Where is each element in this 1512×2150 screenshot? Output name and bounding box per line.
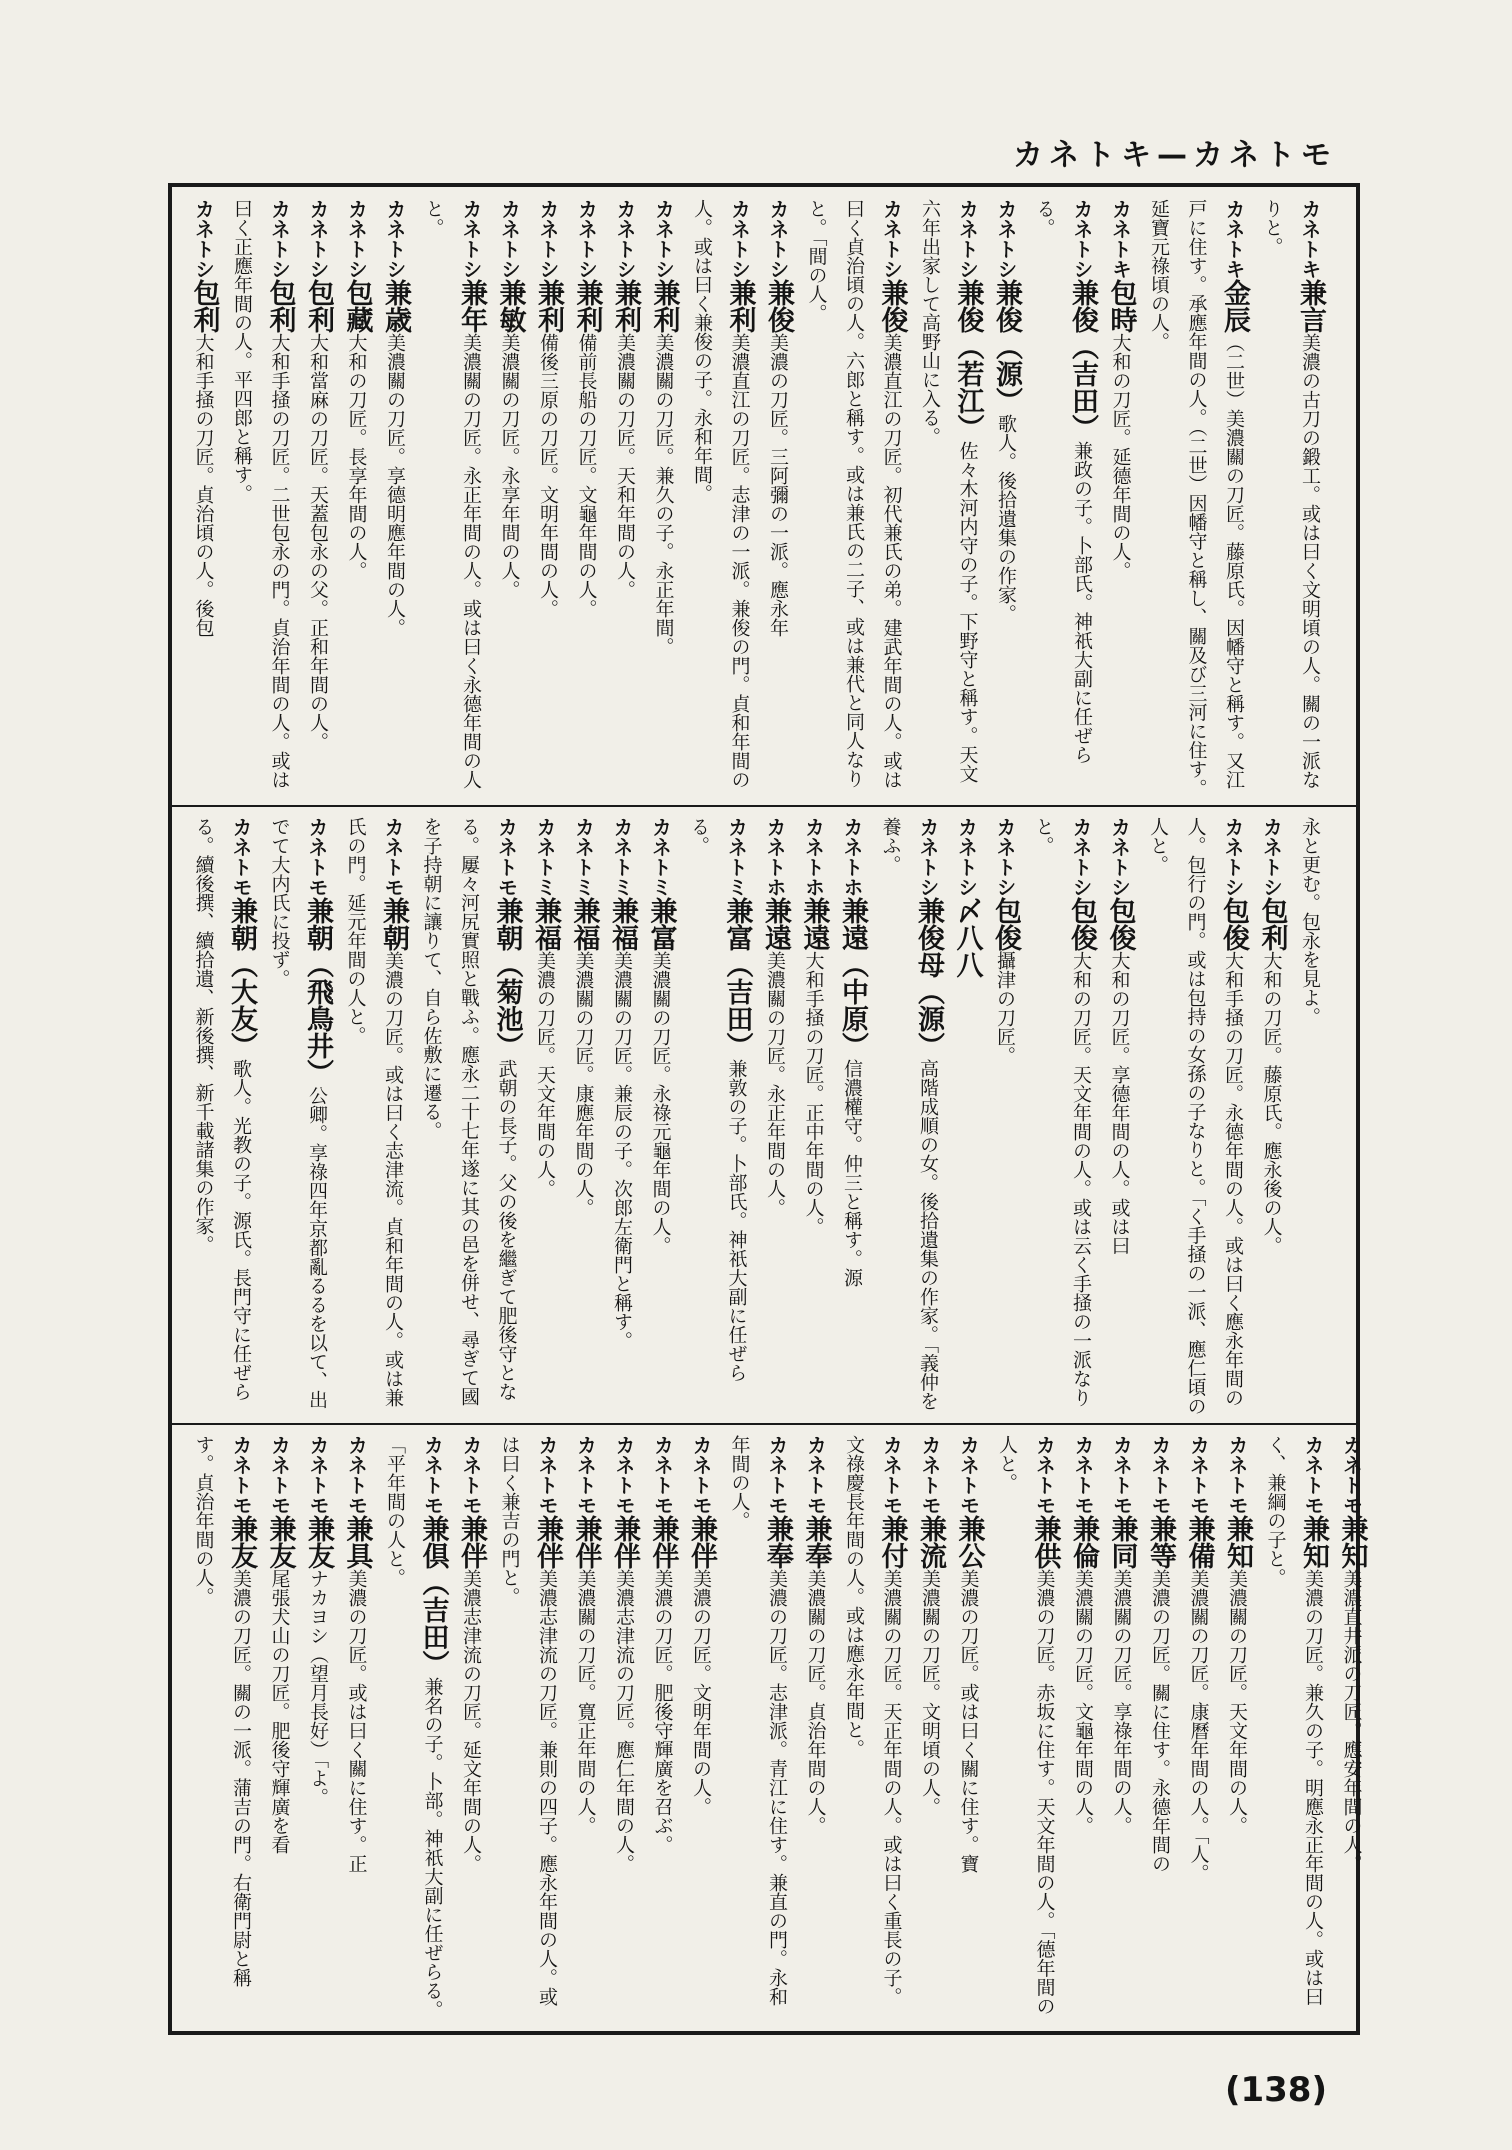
entry-description: 兼敦の子。卜部氏。神祇大副に任ぜらる。 (688, 817, 748, 1382)
entry-description: 美濃の刀匠。兼久の子。明應永正年間の人。或は曰く、兼綱の子と。 (1264, 1435, 1324, 2006)
entry-kanji-headword: 包藏 (341, 279, 373, 333)
entry-kanji-headword: 兼利 (610, 279, 641, 333)
dictionary-entry (1024, 817, 1100, 1417)
entry-kanji-headword: 兼伴 (532, 1515, 563, 1569)
entry-description: 歌人。光教の子。源氏。長門守に任ぜらる。續後撰、續拾遺、新後撰、新千載諸集の作家。 (192, 817, 252, 1401)
entry-description: 兼政の子。卜部氏。神祇大副に任ぜらる。 (1033, 199, 1093, 764)
entry-kana-headword: カネトミ (724, 817, 749, 897)
entry-kanji-headword: 兼利 (724, 279, 756, 333)
entry-kana-headword: カネトキ (1222, 199, 1246, 279)
entry-description: 美濃の古刀の鍛工。或は曰く文明頃の人。關の一派なりと。 (1261, 199, 1321, 789)
entry-kanji-headword: 包利 (264, 279, 296, 333)
entry-kanji-headword: 兼敏 (494, 279, 526, 333)
entry-kana-headword: カネトモ (229, 1435, 253, 1515)
entry-kana-headword: カネトシ (574, 199, 599, 279)
entry-kana-headword: カネトモ (420, 1435, 445, 1515)
entry-description: 美濃志津流の刀匠。延文年間の人。 (460, 1569, 482, 1873)
dictionary-entry (1100, 817, 1139, 1417)
entry-description: 美濃關の刀匠。康曆年間の人。「人。 (1187, 1569, 1210, 1883)
entry-description: 美濃關の刀匠。兼辰の子。次郎左衛門と稱す。 (611, 951, 633, 1350)
entry-description: 美濃の刀匠。或は曰く關に住す。正 (345, 1569, 368, 1873)
entry-description: 備後三原の刀匠。文明年間の人。 (537, 333, 559, 618)
dictionary-entry (260, 1435, 299, 2020)
dictionary-entry (797, 199, 911, 799)
entry-description: 大和の刀匠。延德年間の人。 (1109, 333, 1132, 580)
dictionary-entry (603, 817, 642, 1417)
dictionary-entry (1025, 199, 1101, 799)
entry-kanji-headword: 兼友 (264, 1515, 296, 1569)
entry-kanji-headword: 兼公 (953, 1515, 985, 1569)
dictionary-entry (337, 199, 376, 799)
entry-kanji-headword: 兼俊（若江） (952, 279, 984, 441)
entry-description: ナカヨシ（望月長好）「よ。 (307, 1569, 329, 1807)
entry-description: 美濃關の刀匠。享德明應年間の人。 (384, 333, 406, 637)
entry-description: 美濃關の刀匠。永祿元龜年間の人。 (649, 951, 672, 1255)
entry-description: 美濃關の刀匠。享祿年間の人。 (1110, 1569, 1133, 1835)
entry-kanji-headword: 包俊 (1218, 897, 1249, 951)
entry-kana-headword: カネトシ (306, 199, 330, 279)
dictionary-entry (911, 199, 987, 799)
entry-kana-headword: カネトモ (612, 1435, 636, 1515)
entry-kanji-headword: 兼伴 (647, 1515, 679, 1569)
dictionary-entry (376, 1435, 452, 2020)
dictionary-entry (299, 199, 338, 799)
entry-kanji-headword: 包利 (303, 279, 334, 333)
entry-column-block (184, 1435, 1371, 2020)
entry-kana-headword: カネトホ (840, 817, 864, 897)
entry-description: 美濃の刀匠。三阿彌の一派。應永年 (767, 333, 789, 637)
dictionary-entry (184, 199, 223, 799)
entry-kana-headword: カネトミ (533, 817, 557, 897)
entry-kanji-headword: 兼俊（吉田） (1067, 279, 1098, 441)
entry-kana-headword: カネトモ (879, 1435, 904, 1515)
entry-kana-headword: カネトホ (801, 817, 826, 897)
entry-kanji-headword: 包利 (1256, 897, 1288, 951)
entry-kana-headword: カネトシ (954, 817, 979, 897)
entry-kana-headword: カネトモ (803, 1435, 828, 1515)
entry-kana-headword: カネトシ (1070, 199, 1094, 279)
dictionary-entry (988, 1435, 1064, 2020)
entry-kanji-headword: 兼福 (530, 897, 561, 951)
entry-kanji-headword: 兼等 (1145, 1515, 1176, 1569)
running-head: カネトキ—カネトモ (1013, 138, 1337, 173)
entry-description: 美濃の刀匠。文明年間の人。 (690, 1569, 712, 1816)
entry-description: 美濃の刀匠。關に住す。永德年間の (1149, 1569, 1171, 1873)
entry-description: 大和の刀匠。天文年間の人。或は云く手掻の一派なりと。 (1032, 817, 1092, 1407)
entry-kana-headword: カネトシ (994, 199, 1018, 279)
entry-description: 大和の刀匠。藤原氏。應永後の人。 (1260, 951, 1283, 1255)
entry-description: 美濃の刀匠。天文年間の人。 (534, 951, 556, 1198)
entry-description: 美濃關の刀匠。康應年間の人。 (572, 951, 595, 1217)
entry-kanji-headword: 兼朝（飛鳥井） (302, 897, 333, 1086)
dictionary-entry (1179, 1435, 1218, 2020)
entry-kana-headword: カネトモ (1071, 1435, 1095, 1515)
entry-description: 大和手掻の刀匠。正中年間の人。 (802, 951, 825, 1236)
entry-kanji-headword: 包利 (188, 279, 220, 333)
entry-kanji-headword: 兼言 (1295, 279, 1326, 333)
entry-kana-headword: カネトモ (918, 1435, 942, 1515)
entry-kanji-headword: 包俊 (1066, 897, 1097, 951)
entry-description: 大和手掻の刀匠。二世包永の門。貞治年間の人。或は曰く正應年間の人。平四郎と稱す。 (231, 199, 291, 789)
dictionary-entry (605, 1435, 644, 2020)
entry-kanji-headword: 兼利 (571, 279, 603, 333)
entry-kanji-headword: 〆八八 (951, 897, 983, 978)
entry-description: 美濃關の刀匠。文龜年間の人。 (1072, 1569, 1094, 1835)
dictionary-entry (223, 199, 299, 799)
dictionary-entry (1253, 199, 1329, 799)
entry-kanji-headword: 兼伴 (609, 1515, 640, 1569)
entry-kanji-headword: 兼友 (226, 1515, 257, 1569)
dictionary-entry (1064, 1435, 1103, 2020)
entry-description: 美濃關の刀匠。寛正年間の人。 (574, 1569, 597, 1835)
entry-kana-headword: カネトシ (766, 199, 790, 279)
entry-kanji-headword: 兼俊 (763, 279, 794, 333)
entry-kana-headword: カネトキ (1108, 199, 1133, 279)
dictionary-entry (947, 817, 986, 1417)
entry-kana-headword: カネトモ (573, 1435, 598, 1515)
dictionary-entry (986, 817, 1025, 1417)
entry-description: 美濃關の刀匠。貞治年間の人。 (804, 1569, 827, 1835)
dictionary-entry (490, 1435, 566, 2020)
dictionary-entry (1139, 817, 1253, 1417)
entry-kana-headword: カネトシ (727, 199, 752, 279)
tier-lower (184, 1435, 1368, 2020)
entry-description: 美濃關の刀匠。永享年間の人。 (498, 333, 521, 599)
entry-kana-headword: カネトシ (383, 199, 407, 279)
entry-kana-headword: カネトモ (306, 1435, 330, 1515)
dictionary-entry (336, 817, 412, 1417)
entry-description: 美濃直井派の刀匠。應安年間の人。 (1340, 1569, 1363, 1873)
dictionary-entry (794, 817, 833, 1417)
entry-kanji-headword: 兼朝 (378, 897, 409, 951)
entry-description: 美濃の刀匠。赤坂に住す。天文年間の人。「德年間の人と。 (996, 1435, 1056, 2016)
entry-kana-headword: カネトミ (571, 817, 596, 897)
page-number: (138) (1224, 2070, 1327, 2110)
dictionary-entry (682, 1435, 721, 2020)
entry-description: 武朝の長子。父の後を繼ぎて肥後守となる。屢々河尻實照と戰ふ。應永二十七年遂に其の邑を併せ、尋ぎて國を子持朝に讓りて、自ら佐敷に遷る。 (420, 817, 518, 1406)
entry-description: 美濃の刀匠。肥後守輝廣を召ぶ。 (651, 1569, 674, 1854)
entry-kana-headword: カネトシ (191, 199, 216, 279)
dictionary-entry (644, 199, 683, 799)
entry-kanji-headword: 兼利 (533, 279, 564, 333)
entry-description: 大和手掻の刀匠。貞治頃の人。後包 (192, 333, 215, 637)
entry-kanji-headword: 兼遠 (760, 897, 791, 951)
entry-description: 美濃直江の刀匠。初代兼氏の弟。建武年間の人。或は曰く貞治頃の人。六郎と稱す。或は兼氏の二子、或は兼代と同人なりと。「間の人。 (805, 199, 903, 789)
entry-description: 高階成順の女。後拾遺集の作家。「義仲を養ふ。 (879, 817, 939, 1411)
entry-kana-headword: カネトシ (1107, 817, 1132, 897)
entry-column-block (184, 817, 1329, 1417)
entry-kanji-headword: 兼遠 (798, 897, 830, 951)
dictionary-entry (759, 199, 798, 799)
entry-kana-headword: カネトミ (610, 817, 634, 897)
dictionary-entry (567, 199, 606, 799)
entry-description: 佐々木河内守の子。下野守と稱す。天文六年出家して高野山に入る。 (919, 199, 979, 783)
entry-kana-headword: カネトシ (613, 199, 637, 279)
dictionary-entry (376, 199, 415, 799)
tier-upper (184, 199, 1344, 799)
dictionary-entry (1291, 817, 1330, 1417)
dictionary-entry (529, 199, 568, 799)
entry-kanji-headword: 兼付 (876, 1515, 908, 1569)
entry-description: 美濃關の刀匠。永正年間の人。 (764, 951, 786, 1217)
entry-description: 美濃の刀匠。或は曰く志津流。貞和年間の人。或は兼氏の門。延元年間の人と。 (344, 817, 404, 1407)
entry-kanji-headword: 兼同 (1106, 1515, 1138, 1569)
entry-kanji-headword: 兼俊 (876, 279, 908, 333)
dictionary-entry (1102, 1435, 1141, 2020)
entry-description: 美濃關の刀匠。天正年間の人。或は曰く重長の子。文祿慶長年間の人。或は應永年間と。 (843, 1435, 903, 2006)
entry-kana-headword: カネトシ (267, 199, 292, 279)
entry-kanji-headword: 兼奉 (800, 1515, 832, 1569)
dictionary-entry (299, 1435, 338, 2020)
entry-kanji-headword: 兼知 (1336, 1515, 1368, 1569)
entry-kana-headword: カネトモ (956, 1435, 981, 1515)
entry-description: 大和の刀匠。長享年間の人。 (345, 333, 368, 580)
dictionary-entry (1218, 1435, 1257, 2020)
entry-kanji-headword: 兼俊（源） (991, 279, 1022, 414)
entry-description: 大和手掻の刀匠。永德年間の人。或は曰く應永年間の人。包行の門。或は包持の女孫の子なりと。「く手掻の一派、應仁頃の人と。 (1147, 817, 1244, 1416)
entry-kanji-headword: 兼伴 (570, 1515, 602, 1569)
entry-kanji-headword: 兼備 (1183, 1515, 1215, 1569)
dictionary-entry (490, 199, 529, 799)
entry-kanji-headword: 兼福 (607, 897, 638, 951)
entry-kanji-headword: 包俊 (990, 897, 1021, 951)
entry-kanji-headword: 兼伴 (686, 1515, 717, 1569)
entry-description: 攝津の刀匠。 (994, 951, 1016, 1065)
dictionary-entry (911, 1435, 950, 2020)
entry-description: 尾張犬山の刀匠。肥後守輝廣を看 (268, 1569, 291, 1854)
entry-kana-headword: カネトモ (1109, 1435, 1134, 1515)
entry-kana-headword: カネトシ (536, 199, 560, 279)
entry-kanji-headword: 金辰 (1219, 279, 1250, 333)
dictionary-entry (643, 1435, 682, 2020)
dictionary-entry (949, 1435, 988, 2020)
dictionary-entry (1141, 1435, 1180, 2020)
entry-kana-headword: カネトモ (494, 817, 519, 897)
entry-kana-headword: カネトモ (765, 1435, 789, 1515)
dictionary-entry (606, 199, 645, 799)
entry-kanji-headword: 兼具 (341, 1515, 373, 1569)
entry-kana-headword: カネトミ (648, 817, 673, 897)
entry-kana-headword: カネトモ (1339, 1435, 1364, 1515)
dictionary-entry (1101, 199, 1140, 799)
entry-kana-headword: カネトホ (763, 817, 787, 897)
entry-kana-headword: カネトモ (1186, 1435, 1211, 1515)
entry-kana-headword: カネトシ (916, 817, 940, 897)
entry-description: 美濃志津流の刀匠。兼則の四子。應永年間の人。或は曰く兼吉の門と。 (498, 1435, 558, 2006)
entry-kanji-headword: 包時 (1105, 279, 1137, 333)
entry-kanji-headword: 兼年 (456, 279, 487, 333)
dictionary-entry (260, 817, 336, 1417)
entry-kana-headword: カネトモ (305, 817, 329, 897)
entry-kana-headword: カネトシ (497, 199, 522, 279)
entry-description: 信濃權守。仲三と稱す。源 (841, 1059, 863, 1287)
dictionary-entry (414, 199, 490, 799)
dictionary-entry (1252, 817, 1291, 1417)
dictionary-entry (756, 817, 795, 1417)
dictionary-entry (833, 817, 872, 1417)
entry-description: 大和當麻の刀匠。天蓋包永の父。正和年間の人。 (307, 333, 329, 751)
entry-kanji-headword: 兼富（吉田） (721, 897, 753, 1059)
dictionary-entry (337, 1435, 376, 2020)
entry-kanji-headword: 兼朝（菊池） (491, 897, 523, 1059)
dictionary-entry (641, 817, 680, 1417)
entry-description: 美濃關の刀匠。兼久の子。永正年間。 (652, 333, 675, 656)
entry-kanji-headword: 兼歳 (380, 279, 411, 333)
entry-kana-headword: カネトモ (535, 1435, 559, 1515)
entry-kanji-headword: 包俊 (1104, 897, 1136, 951)
entry-kana-headword: カネトモ (1032, 1435, 1057, 1515)
entry-kana-headword: カネトシ (459, 199, 483, 279)
entry-description: 永と更む。包永を見よ。 (1299, 817, 1321, 1026)
dictionary-entry (566, 1435, 605, 2020)
entry-kanji-headword: 兼知 (1298, 1515, 1329, 1569)
dictionary-entry (1140, 199, 1254, 799)
entry-kana-headword: カネトシ (993, 817, 1017, 897)
tier-divider (172, 1423, 1356, 1425)
entry-kana-headword: カネトモ (459, 1435, 483, 1515)
entry-kanji-headword: 兼倫 (1068, 1515, 1099, 1569)
dictionary-entry (796, 1435, 835, 2020)
entry-kana-headword: カネトモ (1225, 1435, 1249, 1515)
entry-kanji-headword: 兼福 (568, 897, 600, 951)
dictionary-entry (412, 817, 526, 1417)
dictionary-entry (720, 1435, 796, 2020)
entry-kana-headword: カネトモ (344, 1435, 369, 1515)
entry-kanji-headword: 兼奉 (762, 1515, 793, 1569)
entry-description: 美濃關の刀匠。天和年間の人。 (614, 333, 636, 599)
dictionary-frame (168, 183, 1368, 2035)
entry-description: 兼名の子。卜部。神祇大副に任ぜらる。「平年間の人と。 (384, 1435, 444, 2019)
entry-kanji-headword: 兼友 (303, 1515, 334, 1569)
entry-description: 美濃志津流の刀匠。應仁年間の人。 (613, 1569, 635, 1873)
entry-description: 公卿。享祿四年京都亂るるを以て、出でて大内氏に投ず。 (268, 817, 328, 1409)
entry-kana-headword: カネトモ (381, 817, 405, 897)
dictionary-entry (1256, 1435, 1332, 2020)
dictionary-entry (526, 817, 565, 1417)
entry-kana-headword: カネトシ (879, 199, 904, 279)
dictionary-entry (871, 817, 947, 1417)
entry-kana-headword: カネトシ (955, 199, 980, 279)
dictionary-entry (564, 817, 603, 1417)
entry-description: 美濃關の刀匠。天文年間の人。 (1226, 1569, 1248, 1835)
entry-description: 美濃直江の刀匠。志津の一派。兼俊の門。貞和年間の人。或は曰く兼俊の子。永和年間。 (691, 199, 751, 789)
entry-kana-headword: カネトモ (689, 1435, 713, 1515)
entry-description: 美濃の刀匠。志津派。青江に住す。兼直の門。永和年間の人。 (728, 1435, 788, 2006)
entry-kanji-headword: 兼知 (1222, 1515, 1253, 1569)
entry-description: 美濃關の刀匠。永正年間の人。或は曰く永德年間の人と。 (422, 199, 482, 789)
entry-kanji-headword: 兼伴 (456, 1515, 487, 1569)
entry-kana-headword: カネトモ (1148, 1435, 1172, 1515)
dictionary-entry (683, 199, 759, 799)
entry-kana-headword: カネトシ (651, 199, 676, 279)
entry-kanji-headword: 兼朝（大友） (226, 897, 257, 1059)
dictionary-entry (452, 1435, 491, 2020)
dictionary-entry (1332, 1435, 1371, 2020)
entry-kana-headword: カネトモ (650, 1435, 675, 1515)
entry-kanji-headword: 兼供 (1029, 1515, 1061, 1569)
entry-description: 歌人。後拾遺集の作家。 (995, 414, 1017, 623)
entry-kana-headword: カネトシ (1069, 817, 1093, 897)
entry-kanji-headword: 兼富 (645, 897, 677, 951)
entry-kanji-headword: 兼遠（中原） (837, 897, 868, 1059)
entry-description: 備前長船の刀匠。文龜年間の人。 (575, 333, 598, 618)
entry-kana-headword: カネトモ (267, 1435, 292, 1515)
entry-description: 大和の刀匠。享德年間の人。或は曰 (1108, 951, 1131, 1255)
dictionary-entry (184, 817, 260, 1417)
entry-kana-headword: カネトモ (229, 817, 253, 897)
entry-description: 美濃の刀匠。或は曰く關に住す。寶 (957, 1569, 980, 1873)
entry-kana-headword: カネトモ (1301, 1435, 1325, 1515)
entry-kana-headword: カネトシ (1259, 817, 1284, 897)
entry-description: （二世）美濃關の刀匠。藤原氏。因幡守と稱す。又江戸に住す。承應年間の人。（二世）因幡守と稱し、關及び三河に住す。延寶元祿頃の人。 (1148, 199, 1245, 798)
entry-column-block (184, 199, 1329, 799)
entry-kanji-headword: 兼俊母（源） (913, 897, 944, 1059)
entry-description: 美濃の刀匠。關の一派。蒲吉の門。右衛門尉と稱す。貞治年間の人。 (192, 1435, 252, 1987)
entry-kana-headword: カネトキ (1298, 199, 1322, 279)
dictionary-entry (987, 199, 1026, 799)
entry-kana-headword: カネトシ (1221, 817, 1245, 897)
tier-divider (172, 805, 1356, 807)
dictionary-entry (835, 1435, 911, 2020)
entry-kanji-headword: 兼利 (648, 279, 680, 333)
entry-kanji-headword: 兼倶（吉田） (417, 1515, 449, 1677)
entry-description: 美濃關の刀匠。文明頃の人。 (919, 1569, 941, 1816)
entry-kana-headword: カネトシ (344, 199, 369, 279)
dictionary-entry (184, 1435, 260, 2020)
tier-middle (184, 817, 1344, 1417)
dictionary-entry (680, 817, 756, 1417)
entry-kanji-headword: 兼流 (915, 1515, 946, 1569)
